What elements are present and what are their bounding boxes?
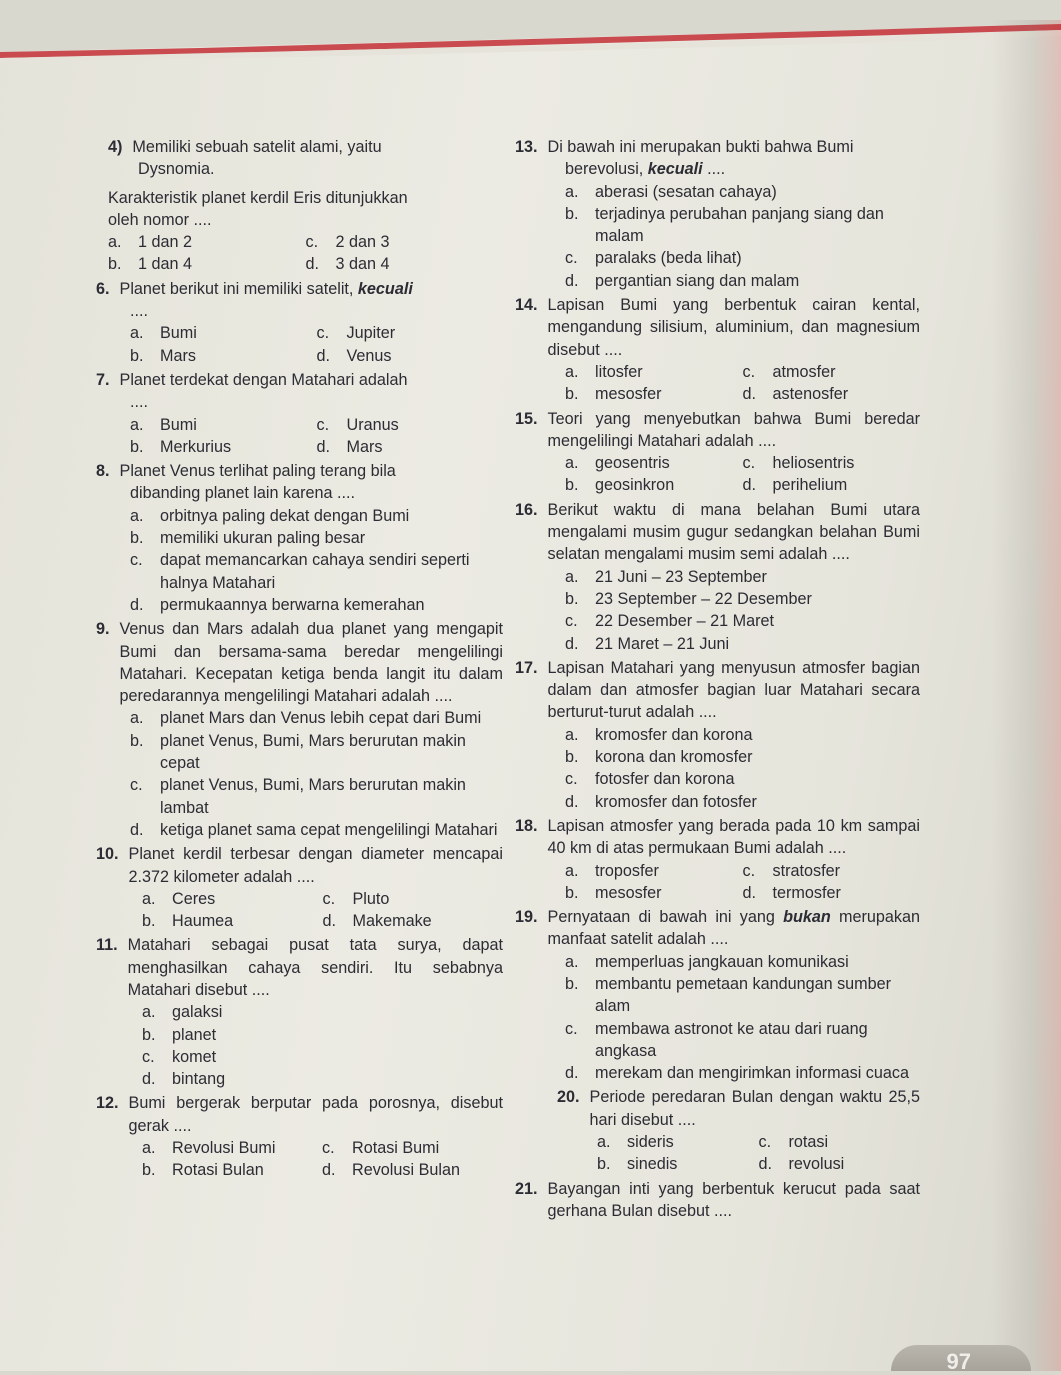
option-d[interactable]: d. revolusi	[758, 1155, 845, 1174]
option-b[interactable]: b. Haumea	[142, 912, 234, 931]
question-text: Matahari sebagai pusat tata surya, dapat menghasilkan cahaya sendiri. Itu sebabnya Matahari disebut ....	[127, 936, 503, 999]
option-b[interactable]: b. mesosfer	[565, 385, 662, 404]
option-b[interactable]: b. Rotasi Bulan	[142, 1161, 264, 1180]
question-number: 18.	[515, 816, 538, 835]
question-text: Di bawah ini merupakan bukti bahwa Bumi	[547, 138, 854, 156]
question-number: 9.	[96, 620, 110, 639]
question-15	[515, 408, 920, 497]
option-a[interactable]: a. litosfer	[565, 362, 643, 381]
question-12	[96, 1092, 503, 1181]
question-text: Planet berikut ini memiliki satelit, kecuali	[119, 279, 413, 298]
answer-options	[565, 951, 920, 1085]
question-text-cont: berevolusi, kecuali ....	[565, 160, 726, 179]
question-text: Pernyataan di bawah ini yang bukan merupakan manfaat satelit adalah ....	[547, 908, 920, 949]
option-d[interactable]: d. termosfer	[742, 883, 841, 902]
question-text: Periode peredaran Bulan dengan waktu 25,5 hari disebut ....	[589, 1088, 920, 1129]
option-b[interactable]: b. planet Venus, Bumi, Mars berurutan makin cepat	[130, 731, 466, 773]
question-9	[96, 618, 503, 841]
option-c[interactable]: c. stratosfer	[742, 861, 840, 880]
option-c[interactable]: c. Uranus	[316, 415, 399, 434]
option-d[interactable]: d. bintang	[142, 1070, 226, 1089]
question-stem-cont: oleh nomor ....	[108, 210, 212, 229]
option-d[interactable]: d. Venus	[316, 346, 392, 365]
question-text: Planet terdekat dengan Matahari adalah	[119, 370, 408, 389]
option-c[interactable]: c. 22 Desember – 21 Maret	[565, 612, 775, 631]
option-d[interactable]: d. ketiga planet sama cepat mengelilingi Matahari	[130, 820, 498, 839]
question-number: 20.	[557, 1088, 580, 1107]
answer-options	[130, 505, 503, 616]
option-b[interactable]: b. 1 dan 4	[108, 255, 193, 274]
option-c[interactable]: c. atmosfer	[742, 362, 836, 381]
question-number: 11.	[96, 936, 118, 955]
question-text-cont: Dysnomia.	[138, 160, 215, 179]
option-a[interactable]: a. troposfer	[565, 861, 659, 880]
option-c[interactable]: c. heliosentris	[742, 454, 855, 473]
option-a[interactable]: a. Revolusi Bumi	[142, 1139, 276, 1158]
option-c[interactable]: c. planet Venus, Bumi, Mars berurutan makin lambat	[130, 776, 466, 817]
option-b[interactable]: b. Merkurius	[130, 437, 232, 456]
question-text-cont: dibanding planet lain karena ....	[130, 484, 355, 503]
option-a[interactable]: a. Bumi	[130, 324, 197, 343]
option-d[interactable]: d. kromosfer dan fotosfer	[565, 792, 757, 811]
answer-options	[565, 724, 920, 813]
option-d[interactable]: d. 21 Maret – 21 Juni	[565, 634, 730, 653]
option-d[interactable]: d. 3 dan 4	[305, 255, 390, 274]
answer-options	[130, 322, 503, 367]
red-band-top	[0, 0, 1061, 80]
option-c[interactable]: c. rotasi	[758, 1133, 829, 1152]
answer-options	[565, 361, 920, 406]
answer-options	[130, 707, 503, 841]
question-number: 21.	[515, 1179, 538, 1198]
option-b[interactable]: b. memiliki ukuran paling besar	[130, 529, 366, 548]
question-text: Lapisan atmosfer yang berada pada 10 km sampai 40 km di atas permukaan Bumi adalah ....	[547, 816, 920, 858]
option-d[interactable]: d. Revolusi Bulan	[322, 1161, 460, 1180]
option-a[interactable]: a. memperluas jangkauan komunikasi	[565, 952, 849, 971]
option-a[interactable]: a. planet Mars dan Venus lebih cepat dari Bumi	[130, 709, 482, 728]
option-a[interactable]: a. 21 Juni – 23 September	[565, 567, 767, 586]
question-13	[515, 136, 920, 292]
option-b[interactable]: b. geosinkron	[565, 476, 675, 495]
option-a[interactable]: a. galaksi	[142, 1003, 223, 1022]
question-text: Bumi bergerak berputar pada porosnya, disebut gerak ....	[128, 1094, 503, 1135]
question-text: Memiliki sebuah satelit alami, yaitu	[132, 138, 382, 156]
option-b[interactable]: b. korona dan kromosfer	[565, 748, 753, 767]
option-b[interactable]: b. terjadinya perubahan panjang siang dan malam	[565, 204, 884, 246]
question-number: 15.	[515, 409, 538, 428]
answer-options	[565, 566, 920, 655]
option-d[interactable]: d. pergantian siang dan malam	[565, 271, 800, 290]
question-text-cont: ....	[130, 302, 148, 321]
question-8	[96, 460, 503, 616]
question-text-cont: ....	[130, 393, 148, 412]
question-number: 17.	[515, 658, 538, 677]
question-19	[515, 906, 920, 1084]
option-c[interactable]: c. membawa astronot ke atau dari ruang angkasa	[565, 1019, 868, 1060]
option-a[interactable]: a. Ceres	[142, 889, 216, 908]
option-a[interactable]: a. geosentris	[565, 454, 670, 473]
question-text: Lapisan Matahari yang menyusun atmosfer bagian dalam dan atmosfer bagian luar Matahari secara berturut-turut adalah ....	[547, 658, 920, 722]
question-number: 14.	[515, 296, 538, 315]
left-column	[96, 136, 503, 1184]
question-number: 8.	[96, 462, 110, 481]
option-d[interactable]: d. Mars	[316, 437, 383, 456]
answer-options	[142, 1137, 503, 1182]
question-number: 13.	[515, 138, 538, 156]
answer-options	[597, 1131, 920, 1176]
page-edge-shadow	[991, 20, 1061, 1371]
question-number: 7.	[96, 370, 110, 389]
option-a[interactable]: a. 1 dan 2	[108, 233, 193, 252]
question-4	[108, 136, 503, 276]
question-number: 12.	[96, 1094, 119, 1113]
option-c[interactable]: c. dapat memancarkan cahaya sendiri seperti halnya Matahari	[130, 551, 470, 592]
question-6	[96, 278, 503, 367]
question-text: Planet kerdil terbesar dengan diameter mencapai 2.372 kilometer adalah ....	[128, 845, 503, 886]
option-c[interactable]: c. paralaks (beda lihat)	[565, 249, 742, 268]
question-number: 6.	[96, 279, 110, 298]
option-b[interactable]: b. mesosfer	[565, 883, 662, 902]
option-b[interactable]: b. planet	[142, 1025, 217, 1044]
question-7	[96, 369, 503, 458]
option-a[interactable]: a. Bumi	[130, 415, 197, 434]
page-number: 97	[946, 1349, 971, 1374]
answer-options	[565, 860, 920, 905]
option-a[interactable]: a. aberasi (sesatan cahaya)	[565, 182, 777, 201]
option-c[interactable]: c. komet	[142, 1047, 217, 1066]
question-17	[515, 657, 920, 813]
option-b[interactable]: b. 23 September – 22 Desember	[565, 589, 812, 608]
question-21	[515, 1178, 920, 1223]
option-b[interactable]: b. sinedis	[597, 1155, 678, 1174]
option-c[interactable]: c. Rotasi Bumi	[322, 1139, 440, 1158]
option-c[interactable]: c. Pluto	[322, 889, 390, 908]
question-11	[96, 934, 503, 1090]
answer-options	[565, 181, 920, 292]
question-stem: Karakteristik planet kerdil Eris ditunjukkan	[108, 188, 408, 207]
option-d[interactable]: d. merekam dan mengirimkan informasi cuaca	[565, 1064, 909, 1083]
option-d[interactable]: d. permukaannya berwarna kemerahan	[130, 595, 425, 614]
option-c[interactable]: c. Jupiter	[316, 324, 396, 343]
question-number: 19.	[515, 908, 538, 927]
option-d[interactable]: d. perihelium	[742, 476, 848, 495]
question-10	[96, 843, 503, 932]
question-20	[557, 1086, 920, 1175]
right-column	[515, 136, 920, 1224]
question-18	[515, 815, 920, 904]
answer-options	[565, 452, 920, 497]
question-text: Berikut waktu di mana belahan Bumi utara mengalami musim gugur sedangkan belahan Bumi selatan mengalami musim semi adalah ....	[547, 500, 920, 564]
answer-options	[142, 1001, 503, 1090]
option-a[interactable]: a. orbitnya paling dekat dengan Bumi	[130, 506, 410, 525]
answer-options	[108, 231, 503, 276]
option-a[interactable]: a. sideris	[597, 1133, 674, 1152]
question-text: Venus dan Mars adalah dua planet yang mengapit Bumi dan bersama-sama beredar mengelilingi Matahari. Kecepatan ketiga benda langit itu dalam peredarannya mengelilingi Matahari adalah ....	[119, 620, 503, 706]
question-text: Lapisan Bumi yang berbentuk cairan kental, mengandung silisium, aluminium, dan magnesium disebut ....	[547, 296, 920, 359]
answer-options	[142, 888, 503, 933]
question-number: 10.	[96, 845, 119, 864]
option-b[interactable]: b. Mars	[130, 346, 196, 365]
question-number: 4)	[108, 138, 123, 156]
option-c[interactable]: c. 2 dan 3	[305, 233, 390, 252]
question-16	[515, 499, 920, 655]
question-text: Planet Venus terlihat paling terang bila	[119, 462, 396, 481]
option-a[interactable]: a. kromosfer dan korona	[565, 725, 753, 744]
question-text: Teori yang menyebutkan bahwa Bumi beredar mengelilingi Matahari adalah ....	[547, 409, 920, 450]
question-text: Bayangan inti yang berbentuk kerucut pada saat gerhana Bulan disebut ....	[547, 1179, 920, 1220]
question-14	[515, 294, 920, 405]
option-d[interactable]: d. Makemake	[322, 912, 432, 931]
option-b[interactable]: b. membantu pemetaan kandungan sumber alam	[565, 974, 892, 1016]
answer-options	[130, 414, 503, 459]
question-number: 16.	[515, 500, 538, 519]
option-d[interactable]: d. astenosfer	[742, 385, 849, 404]
option-c[interactable]: c. fotosfer dan korona	[565, 770, 735, 789]
